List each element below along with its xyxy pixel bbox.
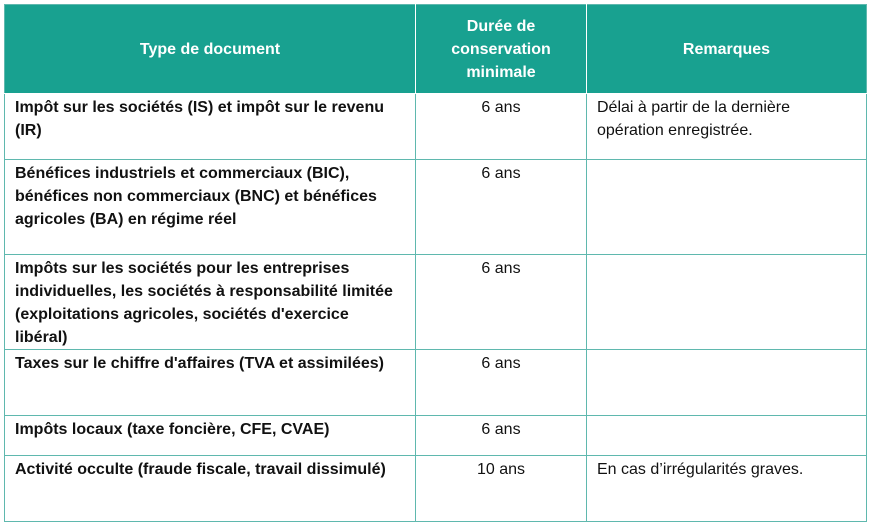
remark-cell — [587, 255, 867, 350]
document-type-cell: Activité occulte (fraude fiscale, travail dissimulé) — [5, 456, 416, 522]
document-type-cell: Impôts locaux (taxe foncière, CFE, CVAE) — [5, 416, 416, 456]
table-header — [5, 5, 867, 94]
table-row — [5, 94, 867, 160]
duration-cell: 6 ans — [416, 160, 587, 255]
header-row — [5, 5, 867, 94]
duration-cell: 6 ans — [416, 416, 587, 456]
document-type-cell: Impôt sur les sociétés (IS) et impôt sur le revenu (IR) — [5, 94, 416, 160]
header-duree-conservation: Durée de conservation minimale — [416, 5, 587, 94]
document-type-cell: Taxes sur le chiffre d'affaires (TVA et assimilées) — [5, 350, 416, 416]
table-row — [5, 416, 867, 456]
table-body — [5, 94, 867, 522]
remark-cell — [587, 416, 867, 456]
table-row — [5, 350, 867, 416]
duration-cell: 6 ans — [416, 94, 587, 160]
duration-cell: 6 ans — [416, 255, 587, 350]
table-row — [5, 255, 867, 350]
duration-cell: 6 ans — [416, 350, 587, 416]
remark-cell — [587, 160, 867, 255]
remark-cell: Délai à partir de la dernière opération enregistrée. — [587, 94, 867, 160]
document-type-cell: Bénéfices industriels et commerciaux (BIC), bénéfices non commerciaux (BNC) et bénéfices agricoles (BA) en régime réel — [5, 160, 416, 255]
remark-cell: En cas d’irrégularités graves. — [587, 456, 867, 522]
header-type-document: Type de document — [5, 5, 416, 94]
table-row — [5, 456, 867, 522]
remark-cell — [587, 350, 867, 416]
header-remarques: Remarques — [587, 5, 867, 94]
retention-table — [4, 4, 867, 522]
duration-cell: 10 ans — [416, 456, 587, 522]
table-row — [5, 160, 867, 255]
document-type-cell: Impôts sur les sociétés pour les entreprises individuelles, les sociétés à responsabilité limitée (exploitations agricoles, sociétés d'exercice libéral) — [5, 255, 416, 350]
